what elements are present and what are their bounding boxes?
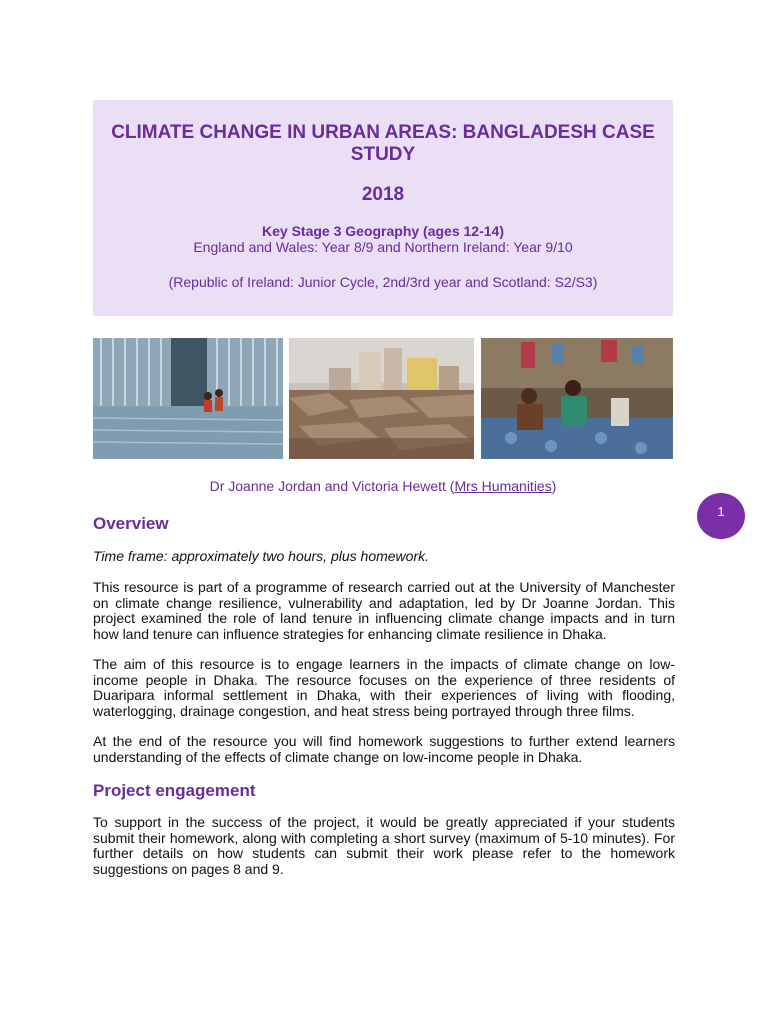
document-title: CLIMATE CHANGE IN URBAN AREAS: BANGLADESH CASE STUDY xyxy=(111,122,655,165)
timeframe-text: Time frame: approximately two hours, plus homework. xyxy=(93,548,429,564)
ireland-scotland-label: (Republic of Ireland: Junior Cycle, 2nd/3rd year and Scotland: S2/S3) xyxy=(168,274,598,290)
document-year: 2018 xyxy=(361,184,405,205)
authors-suffix: ) xyxy=(551,478,557,494)
settlement-photo xyxy=(289,338,474,459)
overview-paragraph-3: At the end of the resource you will find homework suggestions to further extend learners understanding of the effects of climate change on low-income people in Dhaka. xyxy=(93,733,675,765)
england-wales-label: England and Wales: Year 8/9 and Northern Ireland: Year 9/10 xyxy=(193,239,573,255)
family-photo xyxy=(481,338,673,459)
project-engagement-heading: Project engagement xyxy=(93,781,256,800)
overview-heading: Overview xyxy=(93,514,169,533)
flood-photo xyxy=(93,338,283,459)
title-box xyxy=(93,100,673,316)
overview-paragraph-2: The aim of this resource is to engage learners in the impacts of climate change on low-income people in Dhaka. The resource focuses on the experience of three residents of Duaripara informal settlement in Dhaka, with their experiences of living with flooding, waterlogging, drainage congestion, and heat stress being portrayed through three films. xyxy=(93,656,675,719)
page-number-badge: 1 xyxy=(697,493,745,539)
mrs-humanities-link[interactable]: Mrs Humanities xyxy=(454,478,552,494)
overview-paragraph-1: This resource is part of a programme of research carried out at the University of Manchester on climate change resilience, vulnerability and adaptation, led by Dr Joanne Jordan. This project examined the role of land tenure in influencing climate change impacts and in turn how land tenure can influence strategies for enhancing climate resilience in Dhaka. xyxy=(93,579,675,642)
authors-text: Dr Joanne Jordan and Victoria Hewett ( xyxy=(209,478,455,494)
authors-line xyxy=(93,478,673,494)
key-stage-label: Key Stage 3 Geography (ages 12-14) xyxy=(262,223,504,239)
project-engagement-paragraph: To support in the success of the project, it would be greatly appreciated if your students submit their homework, along with completing a short survey (maximum of 5-10 minutes). For further details on how students can submit their work please refer to the homework suggestions on pages 8 and 9. xyxy=(93,814,675,877)
